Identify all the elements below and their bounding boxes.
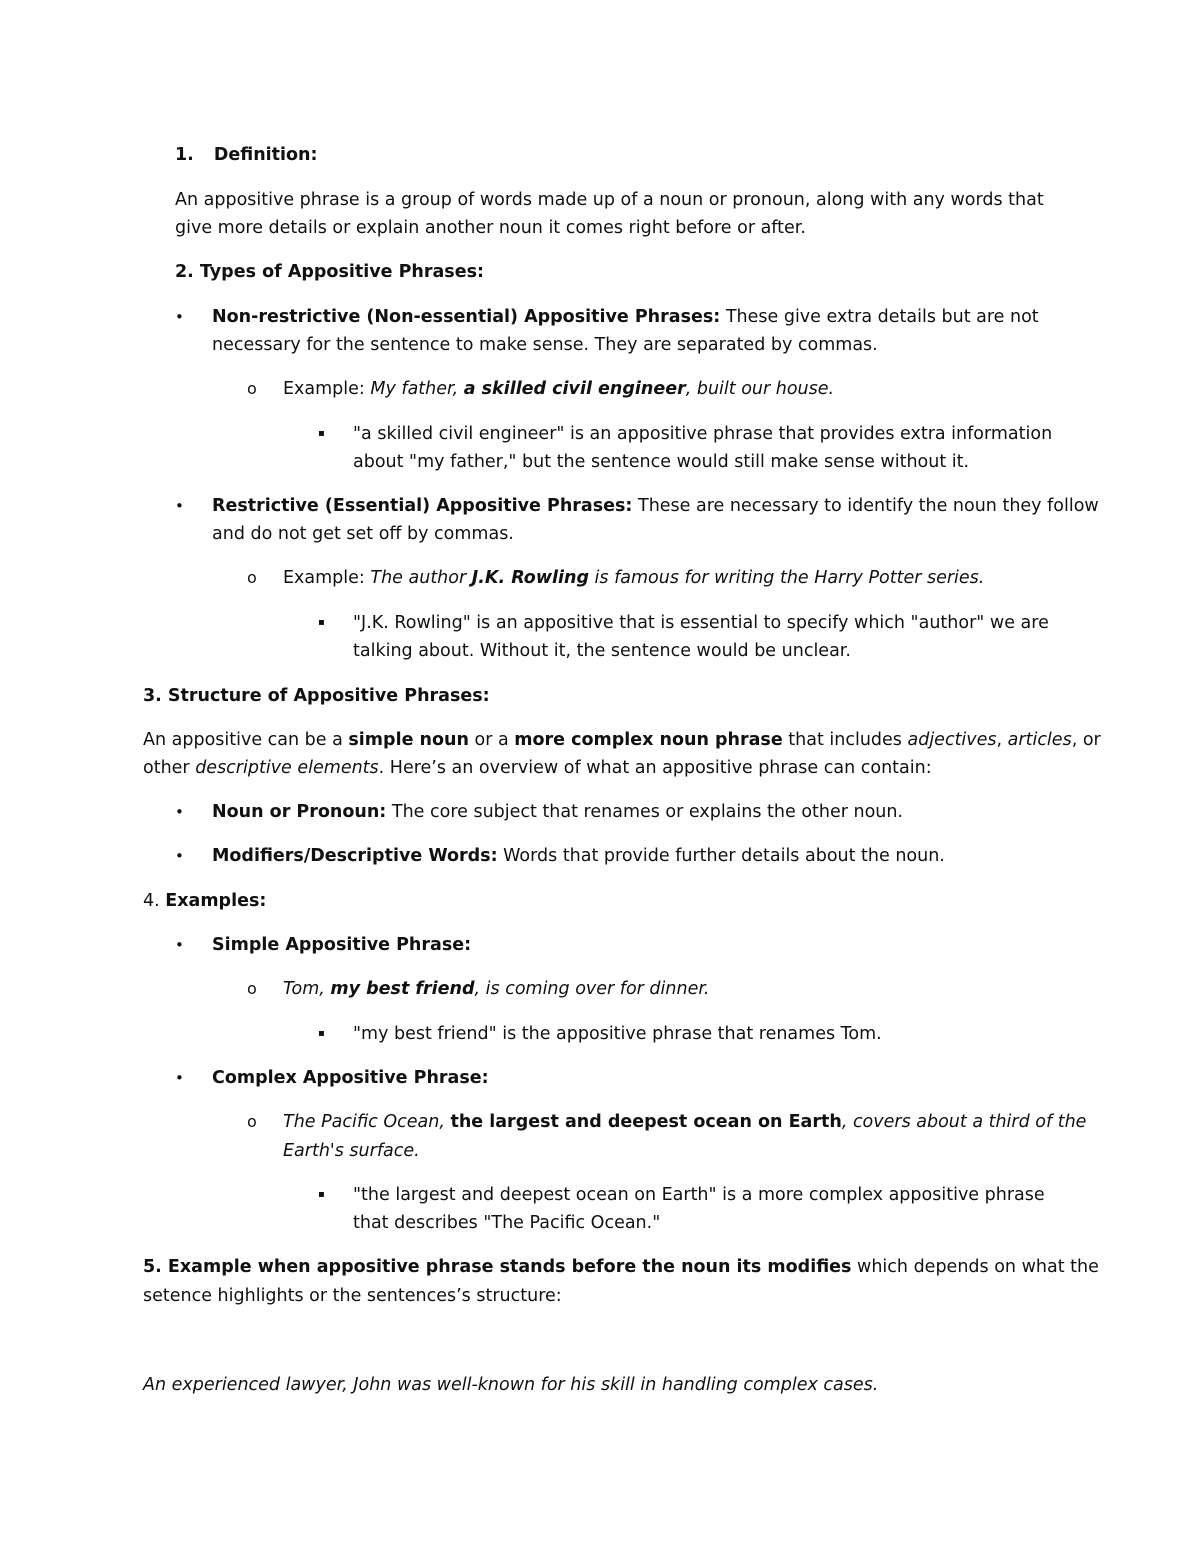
section-5-line-1: 5. Example when appositive phrase stands before the noun its modifies which depends on what the [143,1257,1099,1277]
nonrestrictive-example: Example: My father, a skilled civil engineer, built our house. [283,379,835,399]
restrictive-line-1: Restrictive (Essential) Appositive Phrases: These are necessary to identify the noun they follow [212,496,1099,516]
circle-bullet-icon: o [247,379,257,398]
restrictive-note-line-2: talking about. Without it, the sentence would be unclear. [353,641,851,661]
section-1-title: Definition: [213,145,318,165]
simple-example: Tom, my best friend, is coming over for dinner. [283,979,710,999]
square-bullet-icon: ▪ [318,617,325,628]
restrictive-example: Example: The author J.K. Rowling is famous for writing the Harry Potter series. [283,568,985,588]
bullet-icon: • [175,803,184,821]
section-4-heading: 4. Examples: [143,891,267,911]
complex-example-line-1: The Pacific Ocean, the largest and deepest ocean on Earth, covers about a third of the [283,1112,1087,1132]
restrictive-line-2: and do not get set off by commas. [212,524,514,544]
square-bullet-icon: ▪ [318,1189,325,1200]
appositive-highlight: my best friend [330,979,475,999]
complex-appositive-label: Complex Appositive Phrase: [212,1068,489,1088]
nonrestrictive-note-line-1: "a skilled civil engineer" is an appositive phrase that provides extra information [353,424,1053,444]
bullet-icon: • [175,308,184,326]
section-1-heading [175,141,318,169]
section-5-line-2: setence highlights or the sentences’s structure: [143,1286,562,1306]
appositive-highlight: the largest and deepest ocean on Earth [450,1112,842,1132]
nonrestrictive-label: Non-restrictive (Non-essential) Appositive Phrases: [212,307,721,327]
complex-example-line-2: Earth's surface. [283,1141,420,1161]
section-3-heading: 3. Structure of Appositive Phrases: [143,686,490,706]
structure-line-2: other descriptive elements. Here’s an overview of what an appositive phrase can contain: [143,758,932,778]
nonrestrictive-note-line-2: about "my father," but the sentence would still make sense without it. [353,452,970,472]
structure-line-1: An appositive can be a simple noun or a more complex noun phrase that includes adjectives, articles, or [143,730,1101,750]
bullet-icon: • [175,847,184,865]
appositive-highlight: J.K. Rowling [471,568,589,588]
complex-note-line-1: "the largest and deepest ocean on Earth" is a more complex appositive phrase [353,1185,1045,1205]
circle-bullet-icon: o [247,1112,257,1131]
definition-line-1: An appositive phrase is a group of words made up of a noun or pronoun, along with any words that [175,190,1044,210]
structure-item-noun: Noun or Pronoun: The core subject that renames or explains the other noun. [212,802,904,822]
appositive-highlight: a skilled civil engineer [463,379,686,399]
simple-appositive-label: Simple Appositive Phrase: [212,935,472,955]
bullet-icon: • [175,936,184,954]
bullet-icon: • [175,1069,184,1087]
square-bullet-icon: ▪ [318,1028,325,1039]
section-1-number: 1. [175,145,194,165]
restrictive-note-line-1: "J.K. Rowling" is an appositive that is essential to specify which "author" we are [353,613,1049,633]
nonrestrictive-line-2: necessary for the sentence to make sense. They are separated by commas. [212,335,878,355]
final-example-sentence: An experienced lawyer, John was well-known for his skill in handling complex cases. [143,1375,879,1395]
section-2-heading: 2. Types of Appositive Phrases: [175,262,485,282]
circle-bullet-icon: o [247,568,257,587]
complex-note-line-2: that describes "The Pacific Ocean." [353,1213,661,1233]
definition-line-2: give more details or explain another noun it comes right before or after. [175,218,806,238]
circle-bullet-icon: o [247,979,257,998]
bullet-icon: • [175,497,184,515]
nonrestrictive-line-1: Non-restrictive (Non-essential) Appositive Phrases: These give extra details but are not [212,307,1039,327]
structure-item-modifiers: Modifiers/Descriptive Words: Words that provide further details about the noun. [212,846,945,866]
restrictive-label: Restrictive (Essential) Appositive Phrases: [212,496,633,516]
section-5-heading: 5. Example when appositive phrase stands before the noun its modifies [143,1257,852,1277]
square-bullet-icon: ▪ [318,428,325,439]
simple-note: "my best friend" is the appositive phrase that renames Tom. [353,1024,882,1044]
